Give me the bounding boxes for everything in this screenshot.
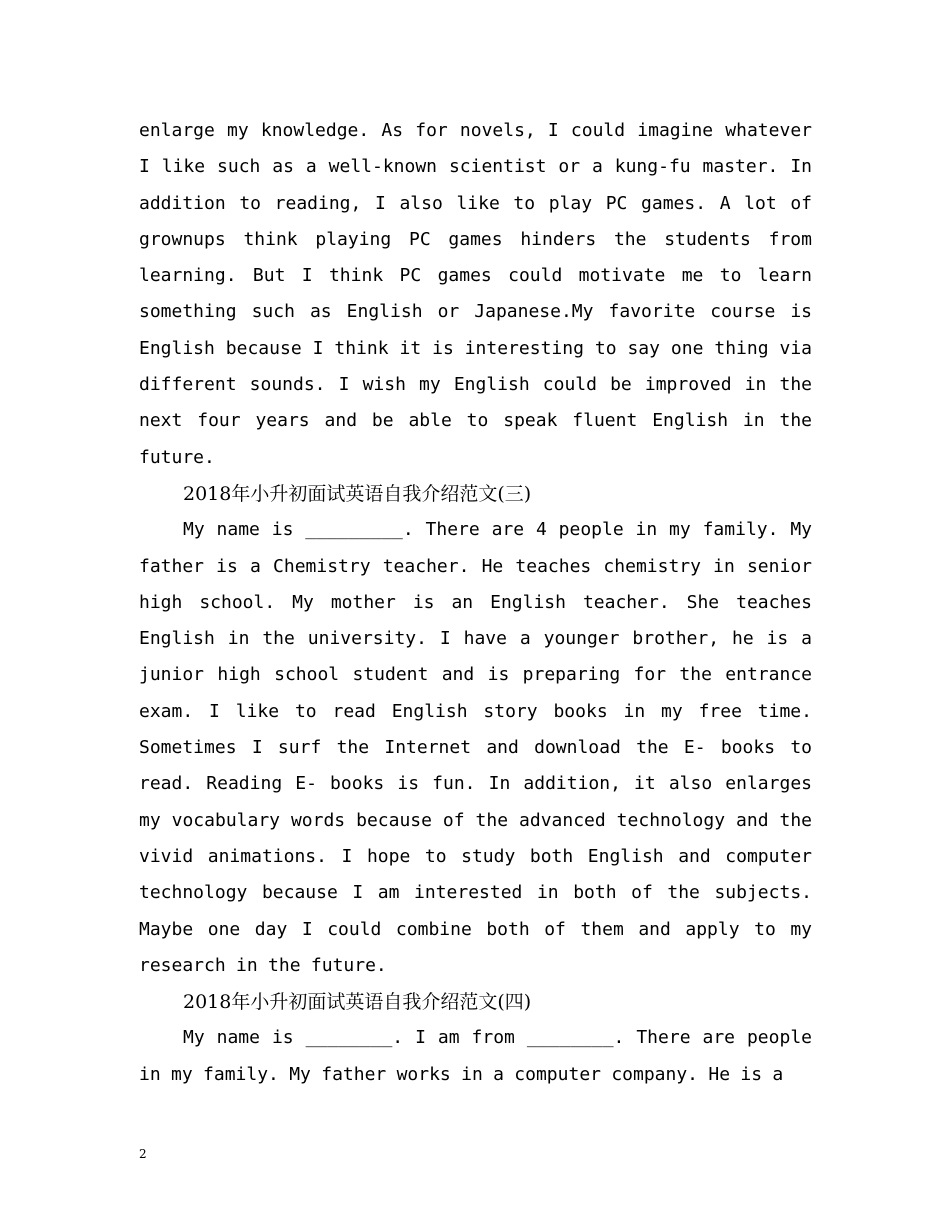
page-number: 2 <box>139 1147 147 1161</box>
paragraph-section-3 <box>139 512 812 984</box>
paragraph-3-text: . There are 4 people in my family. My father is a Chemistry teacher. He teaches chemistry in senior high school. My mother is an English teacher. She teaches English in the university. I have a younger brother, he is a junior high school student and is preparing for the entrance exam. I like to read English story books in my free time. Sometimes I surf the Internet and download the E- books to read. Reading E- books is fun. In addition, it also enlarges my vocabulary words because of the advanced technology and the vivid animations. I hope to study both English and computer technology because I am interested in both of the subjects. Maybe one day I could combine both of them and apply to my research in the future. <box>139 519 812 976</box>
section-heading-4: 2018年小升初面试英语自我介绍范文(四) <box>183 991 532 1014</box>
section-heading-3: 2018年小升初面试英语自我介绍范文(三) <box>183 482 532 505</box>
paragraph-4-text: . There are people in my family. My father works in a computer company. He is a <box>139 1027 812 1085</box>
hometown-blank: ________ <box>526 1027 614 1049</box>
document-body <box>139 113 812 1093</box>
name-blank: _________ <box>305 519 403 541</box>
paragraph-section-4 <box>139 1020 812 1093</box>
paragraph-4-middle: . I am from <box>392 1027 527 1049</box>
paragraph-4-prefix: My name is <box>183 1027 306 1049</box>
paragraph-3-prefix: My name is <box>183 519 306 541</box>
name-blank: ________ <box>305 1027 393 1049</box>
paragraph-continuation: enlarge my knowledge. As for novels, I could imagine whatever I like such as a well-known scientist or a kung-fu master. In addition to reading, I also like to play PC games. A lot of grownups think playing PC games hinders the students from learning. But I think PC games could motivate me to learn something such as English or Japanese.My favorite course is English because I think it is interesting to say one thing via different sounds. I wish my English could be improved in the next four years and be able to speak fluent English in the future. <box>139 120 812 468</box>
